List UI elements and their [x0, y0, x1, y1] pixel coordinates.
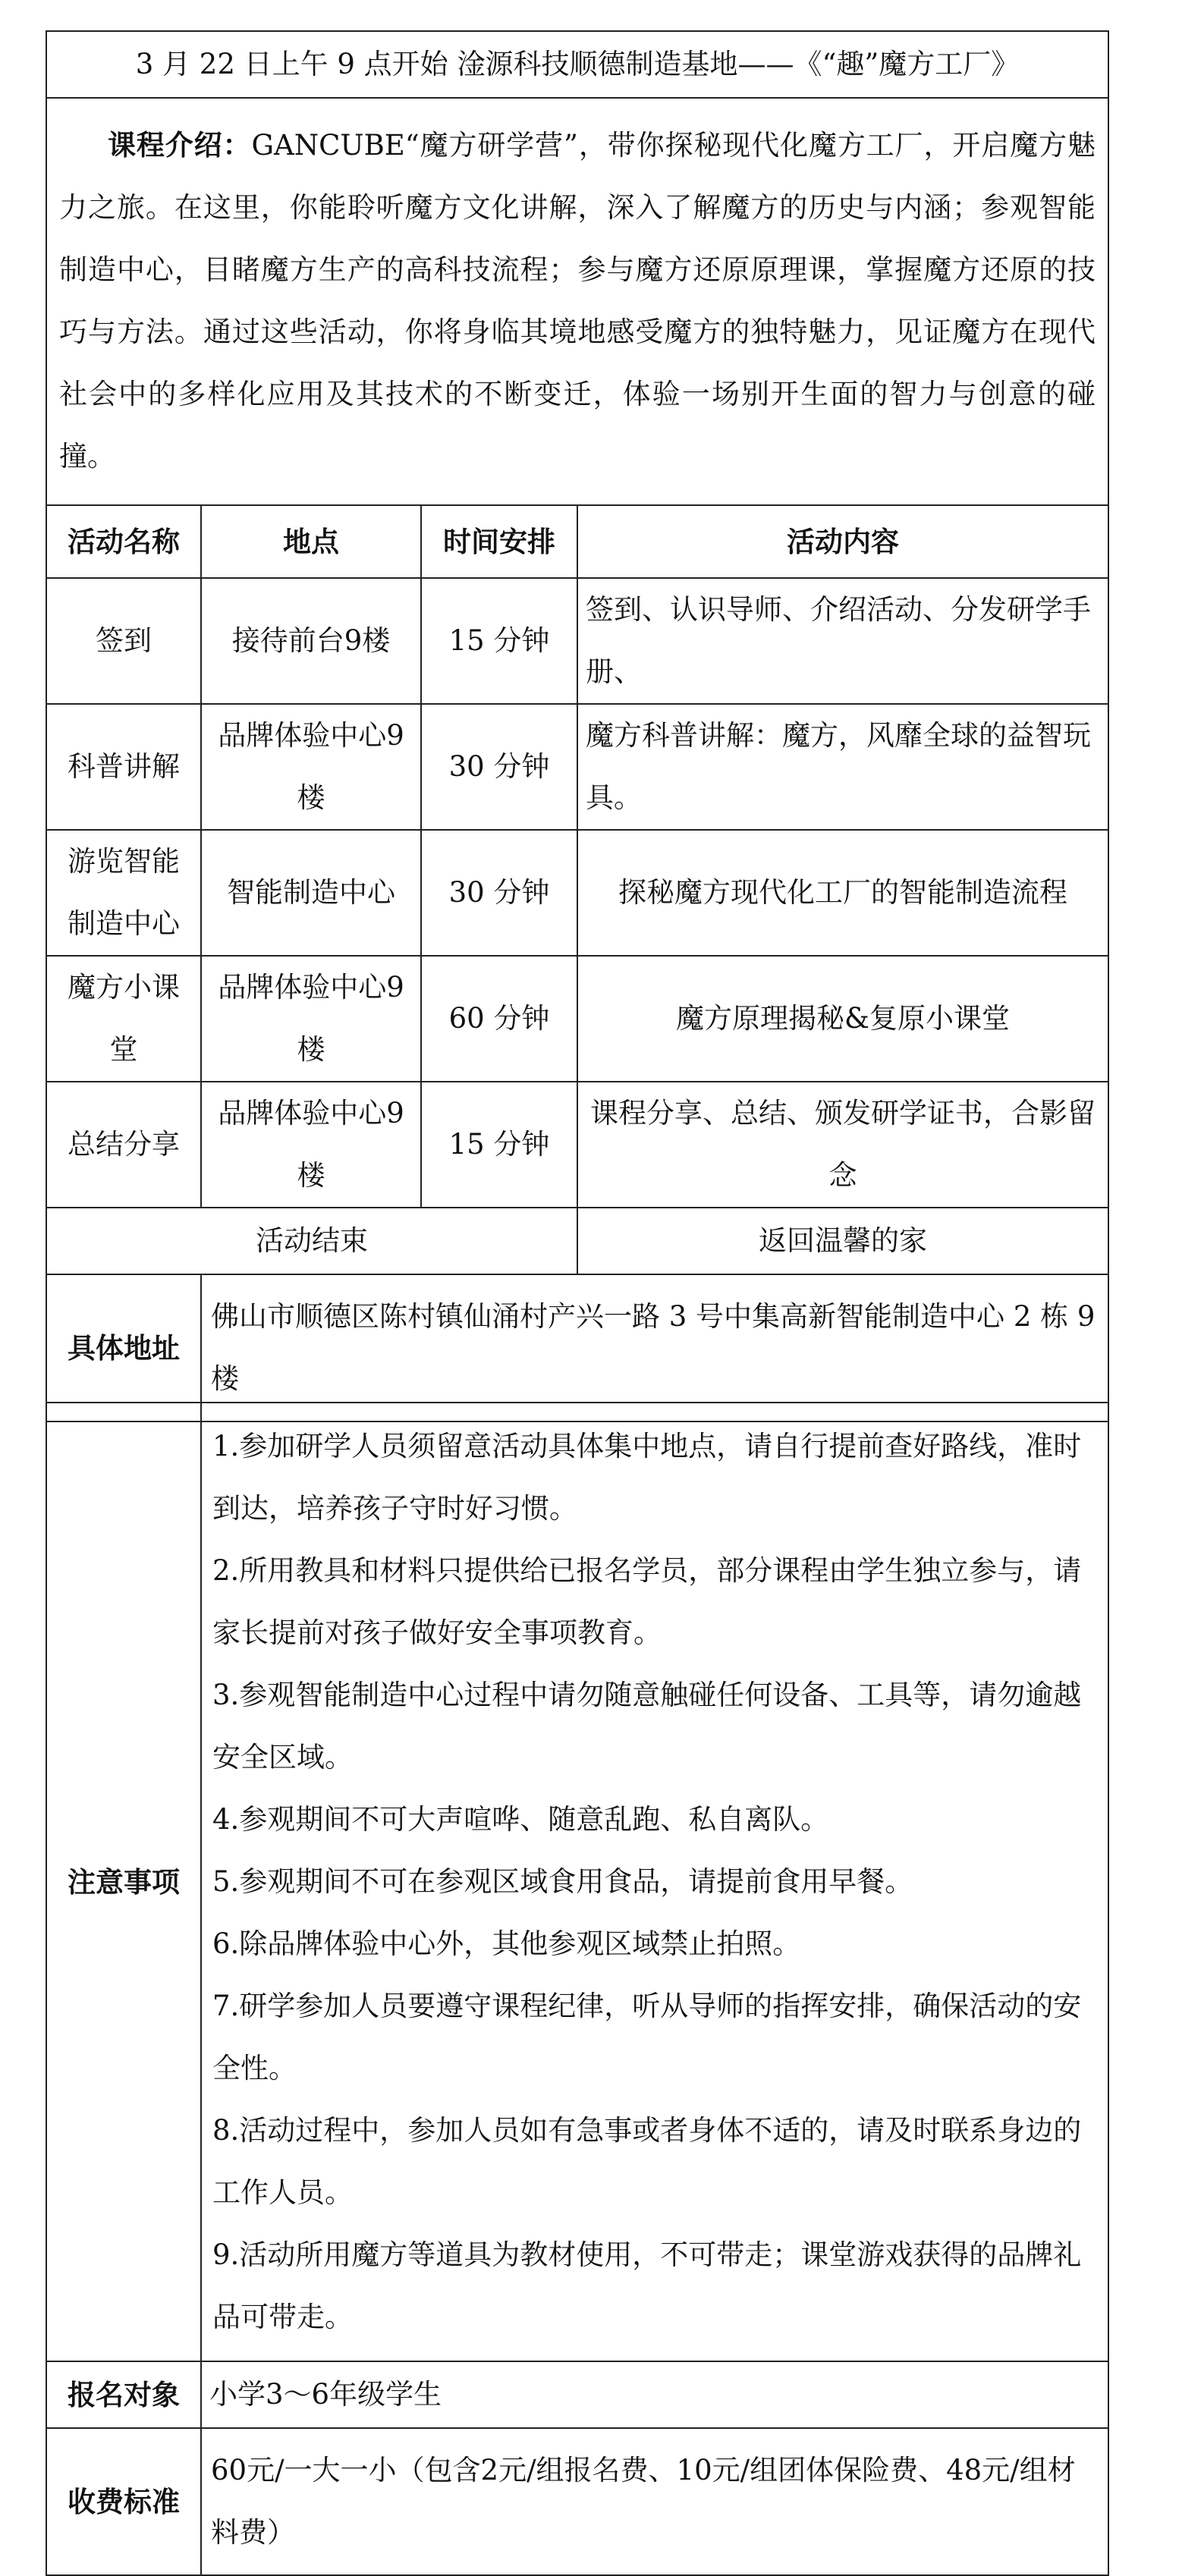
header-activity-name: 活动名称: [46, 505, 201, 578]
activity-time: 60 分钟: [421, 956, 577, 1082]
activity-name: 科普讲解: [46, 704, 201, 830]
notes-label: 注意事项: [46, 1403, 201, 2361]
intro-lead: 课程介绍：: [108, 128, 252, 162]
note-item: 2.所用教具和材料只提供给已报名学员，部分课程由学生独立参与，请家长提前对孩子做好安全事项教育。: [212, 1554, 1082, 1649]
activity-place: 品牌体验中心9楼: [201, 956, 421, 1082]
table-header-row: [46, 505, 1108, 578]
end-row: [46, 1208, 1108, 1274]
table-row: [46, 830, 1108, 956]
activity-name: 总结分享: [46, 1082, 201, 1208]
activity-content: 探秘魔方现代化工厂的智能制造流程: [577, 830, 1108, 956]
course-intro: [46, 98, 1108, 505]
activity-name: 魔方小课堂: [46, 956, 201, 1082]
note-item: 4.参观期间不可大声喧哗、随意乱跑、私自离队。: [212, 1803, 829, 1836]
note-item: 8.活动过程中，参加人员如有急事或者身体不适的，请及时联系身边的工作人员。: [212, 2114, 1082, 2209]
address-row: [46, 1274, 1108, 1422]
activity-end-content: 返回温馨的家: [577, 1208, 1108, 1274]
target-value: 小学3～6年级学生: [201, 2361, 1108, 2428]
note-item: 6.除品牌体验中心外，其他参观区域禁止拍照。: [212, 1927, 801, 1960]
activity-place: 智能制造中心: [201, 830, 421, 956]
activity-content: 课程分享、总结、颁发研学证书，合影留念: [577, 1082, 1108, 1208]
notes-table: [46, 1402, 1109, 2576]
table-row: [46, 578, 1108, 704]
activity-time: 15 分钟: [421, 1082, 577, 1208]
notes-list: [201, 1403, 1108, 2361]
table-row: [46, 704, 1108, 830]
target-row: [46, 2361, 1108, 2428]
note-item: 9.活动所用魔方等道具为教材使用，不可带走；课堂游戏获得的品牌礼品可带走。: [212, 2238, 1082, 2333]
note-item: 1.参加研学人员须留意活动具体集中地点，请自行提前查好路线，准时到达，培养孩子守时好习惯。: [212, 1430, 1082, 1525]
address-value: 佛山市顺德区陈村镇仙涌村产兴一路 3 号中集高新智能制造中心 2 栋 9 楼: [201, 1274, 1108, 1422]
fee-label: 收费标准: [46, 2428, 201, 2575]
note-item: 7.研学参加人员要遵守课程纪律，听从导师的指挥安排，确保活动的安全性。: [212, 1990, 1082, 2084]
note-item: 3.参观智能制造中心过程中请勿随意触碰任何设备、工具等，请勿逾越安全区域。: [212, 1679, 1082, 1773]
target-label: 报名对象: [46, 2361, 201, 2428]
schedule-table: [46, 30, 1109, 1422]
activity-content: 签到、认识导师、介绍活动、分发研学手册、: [577, 578, 1108, 704]
activity-place: 接待前台9楼: [201, 578, 421, 704]
activity-place: 品牌体验中心9楼: [201, 704, 421, 830]
fee-value: 60元/一大一小（包含2元/组报名费、10元/组团体保险费、48元/组材料费）: [201, 2428, 1108, 2575]
activity-place: 品牌体验中心9楼: [201, 1082, 421, 1208]
activity-end-label: 活动结束: [46, 1208, 577, 1274]
intro-row: [46, 98, 1108, 505]
intro-text: GANCUBE“魔方研学营”，带你探秘现代化魔方工厂，开启魔方魅力之旅。在这里，你能聆听魔方文化讲解，深入了解魔方的历史与内涵；参观智能制造中心，目睹魔方生产的高科技流程；参与魔方还原原理课，掌握魔方还原的技巧与方法。通过这些活动，你将身临其境地感受魔方的独特魅力，见证魔方在现代社会中的多样化应用及其技术的不断变迁，体验一场别开生面的智力与创意的碰撞。: [59, 129, 1096, 473]
notes-row: [46, 1403, 1108, 2361]
header-content: 活动内容: [577, 505, 1108, 578]
activity-content: 魔方原理揭秘&复原小课堂: [577, 956, 1108, 1082]
activity-time: 30 分钟: [421, 830, 577, 956]
table-row: [46, 1082, 1108, 1208]
title-row: [46, 31, 1108, 98]
header-place: 地点: [201, 505, 421, 578]
fee-row: [46, 2428, 1108, 2575]
address-label: 具体地址: [46, 1274, 201, 1422]
table-row: [46, 956, 1108, 1082]
activity-name: 签到: [46, 578, 201, 704]
activity-content: 魔方科普讲解：魔方，风靡全球的益智玩具。: [577, 704, 1108, 830]
activity-time: 15 分钟: [421, 578, 577, 704]
document-title: 3 月 22 日上午 9 点开始 淦源科技顺德制造基地——《“趣”魔方工厂》: [46, 31, 1108, 98]
activity-time: 30 分钟: [421, 704, 577, 830]
activity-name: 游览智能制造中心: [46, 830, 201, 956]
header-time: 时间安排: [421, 505, 577, 578]
note-item: 5.参观期间不可在参观区域食用食品，请提前食用早餐。: [212, 1865, 913, 1898]
